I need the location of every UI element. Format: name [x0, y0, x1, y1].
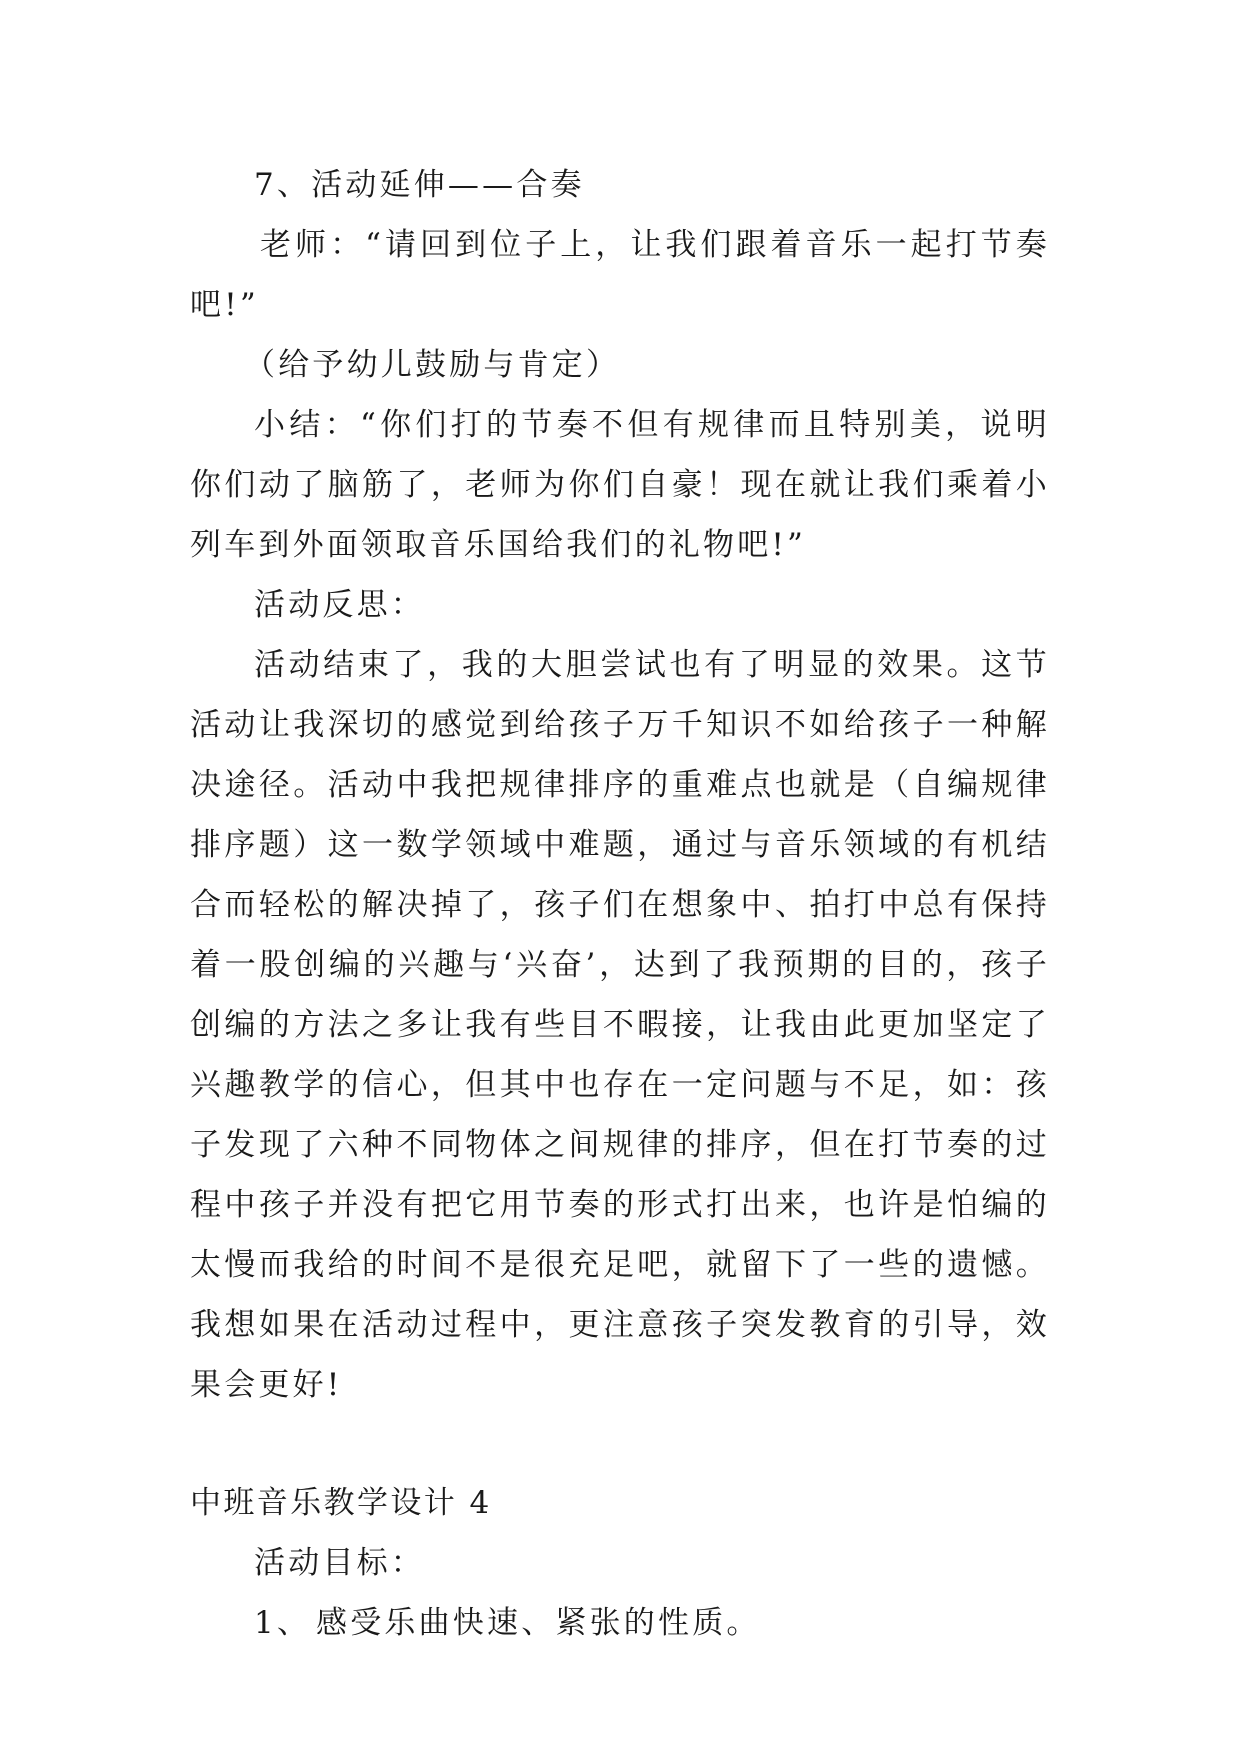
paragraph-teacher-speech: 老师：“请回到位子上，让我们跟着音乐一起打节奏吧!” — [190, 227, 1050, 323]
list-item-text: 感受乐曲快速、紧张的性质。 — [316, 1605, 761, 1641]
document-content — [190, 155, 1050, 1653]
paragraph-reflection-body: 活动结束了，我的大胆尝试也有了明显的效果。这节活动让我深切的感觉到给孩子万千知识不如给孩子一种解决途径。活动中我把规律排序的重难点也就是（自编规律排序题）这一数学领域中难题，通过与音乐领域的有机结合而轻松的解决掉了，孩子们在想象中、拍打中总有保持着一股创编的兴趣与‘兴奋’，达到了我预期的目的，孩子创编的方法之多让我有些目不暇接，让我由此更加坚定了兴趣教学的信心，但其中也存在一定问题与不足，如：孩子发现了六种不同物体之间规律的排序，但在打节奏的过程中孩子并没有把它用节奏的形式打出来，也许是怕编的太慢而我给的时间不是很充足吧，就留下了一些的遗憾。我想如果在活动过程中，更注意孩子突发教育的引导，效果会更好! — [190, 647, 1050, 1403]
list-item — [190, 1593, 1050, 1653]
objectives-label: 活动目标： — [254, 1545, 425, 1581]
paragraph-encouragement: （给予幼儿鼓励与肯定） — [244, 347, 621, 383]
list-item-number: 1、 — [254, 1605, 312, 1641]
paragraph-activity-extension: 7、活动延伸——合奏 — [254, 167, 585, 203]
paragraph-reflection-label: 活动反思： — [254, 587, 425, 623]
section-title: 中班音乐教学设计 4 — [190, 1485, 492, 1521]
paragraph-summary: 小结：“你们打的节奏不但有规律而且特别美，说明你们动了脑筋了，老师为你们自豪！现在就让我们乘着小列车到外面领取音乐国给我们的礼物吧!” — [190, 407, 1050, 563]
